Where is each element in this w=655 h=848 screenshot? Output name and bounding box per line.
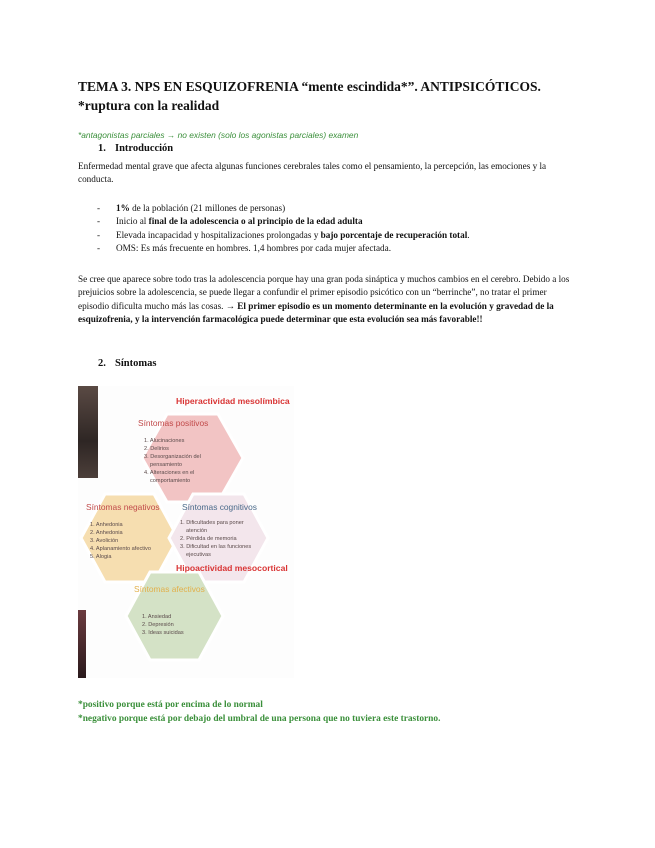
item-affective: 1. Ansiedad: [142, 614, 172, 620]
item-cognitive: atención: [186, 528, 208, 534]
item-positive: 4. Alteraciones en el: [144, 470, 195, 476]
paragraph-poda-sinaptica: [78, 273, 578, 326]
bullet-dash: -: [97, 229, 101, 240]
section-number: 1.: [98, 143, 106, 154]
bullet-text: Inicio al: [116, 216, 149, 227]
section-heading-sintomas: [98, 358, 156, 369]
list-item: [97, 215, 567, 228]
title-affective: Síntomas afectivos: [134, 584, 205, 594]
paragraph-bold: El primer episodio es un momento determinante en la evolución y gravedad de la esquizofrenia, y la intervención farmacológica puede determinar que esta evolución sea más favorable!!: [78, 300, 554, 324]
item-negative: 3. Avolición: [90, 538, 119, 544]
page-title: [78, 77, 618, 115]
title-line-2: *ruptura con la realidad: [78, 98, 220, 113]
item-negative: 5. Alogia: [90, 554, 112, 560]
bullet-text-end: .: [467, 229, 470, 240]
exam-note: *antagonistas parciales → no existen (solo los agonistas parciales) examen: [78, 130, 359, 140]
list-item: [97, 242, 567, 255]
item-positive: 3. Desorganización del: [144, 454, 201, 460]
photo-fragment-top: [78, 386, 98, 478]
title-cognitive: Síntomas cognitivos: [182, 502, 257, 512]
symptoms-hexagon-svg: [78, 386, 294, 678]
bullet-dash: -: [97, 243, 101, 254]
bullet-text: de la población (21 millones de personas): [129, 203, 286, 213]
bullet-bold: 1%: [116, 203, 130, 213]
paragraph-text: Se cree que aparece sobre todo tras la adolescencia porque hay una gran poda sináptica y muchos cambios en el cerebro. Debido a los prejuicios sobre la adolescencia, se puede llegar a confundir el primer episodio psicótico con un “berrinche”, no tratar el primer episodio dificulta mucho más las cosas. →: [78, 274, 570, 311]
title-negative: Síntomas negativos: [86, 502, 160, 512]
item-negative: 4. Aplanamiento afectivo: [90, 546, 151, 552]
bullet-dash: -: [97, 216, 101, 227]
footnote-positivo: *positivo porque está por encima de lo normal: [78, 700, 263, 710]
section-heading-introduccion: [98, 143, 173, 154]
item-cognitive: 1. Dificultades para poner: [180, 520, 244, 526]
section-label: Introducción: [115, 143, 174, 154]
bullet-text: OMS: Es más frecuente en hombres. 1,4 hombres por cada mujer afectada.: [116, 243, 392, 254]
intro-paragraph: Enfermedad mental grave que afecta algunas funciones cerebrales tales como el pensamiento, la percepción, las emociones y la conducta.: [78, 161, 547, 185]
item-cognitive: 3. Dificultad en las funciones: [180, 544, 252, 550]
item-positive: 1. Alucinaciones: [144, 438, 185, 444]
item-positive: 2. Delirios: [144, 446, 169, 452]
item-negative: 2. Anhedonia: [90, 530, 123, 536]
item-cognitive: 2. Pérdida de memoria: [180, 536, 237, 542]
item-positive: pensamiento: [150, 462, 183, 468]
item-positive: comportamiento: [150, 478, 191, 484]
photo-fragment-bottom: [78, 610, 86, 678]
title-line-1: TEMA 3. NPS EN ESQUIZOFRENIA “mente escindida*”. ANTIPSICÓTICOS.: [78, 79, 541, 94]
section-label: Síntomas: [115, 358, 157, 369]
footnote-negativo: *negativo porque está por debajo del umbral de una persona que no tuviera este trastorno.: [78, 714, 441, 724]
item-cognitive: ejecutivas: [186, 552, 211, 558]
symptoms-diagram: [78, 386, 294, 678]
label-hiperactividad: Hiperactividad mesolímbica: [176, 396, 290, 406]
item-negative: 1. Anhedonia: [90, 522, 123, 528]
title-positive: Síntomas positivos: [138, 418, 209, 428]
section-number: 2.: [98, 358, 106, 369]
label-hipoactividad: Hipoactividad mesocortical: [176, 563, 288, 573]
bullet-dash: -: [97, 203, 101, 213]
facts-list: [97, 202, 567, 256]
bullet-bold: final de la adolescencia o al principio de la edad adulta: [148, 216, 363, 227]
bullet-text: Elevada incapacidad y hospitalizaciones prolongadas y: [116, 229, 321, 240]
item-affective: 2. Depresión: [142, 622, 174, 628]
list-item: [97, 229, 567, 242]
bullet-bold: bajo porcentaje de recuperación total: [320, 229, 468, 240]
list-item: [97, 202, 567, 215]
item-affective: 3. Ideas suicidas: [142, 630, 184, 636]
